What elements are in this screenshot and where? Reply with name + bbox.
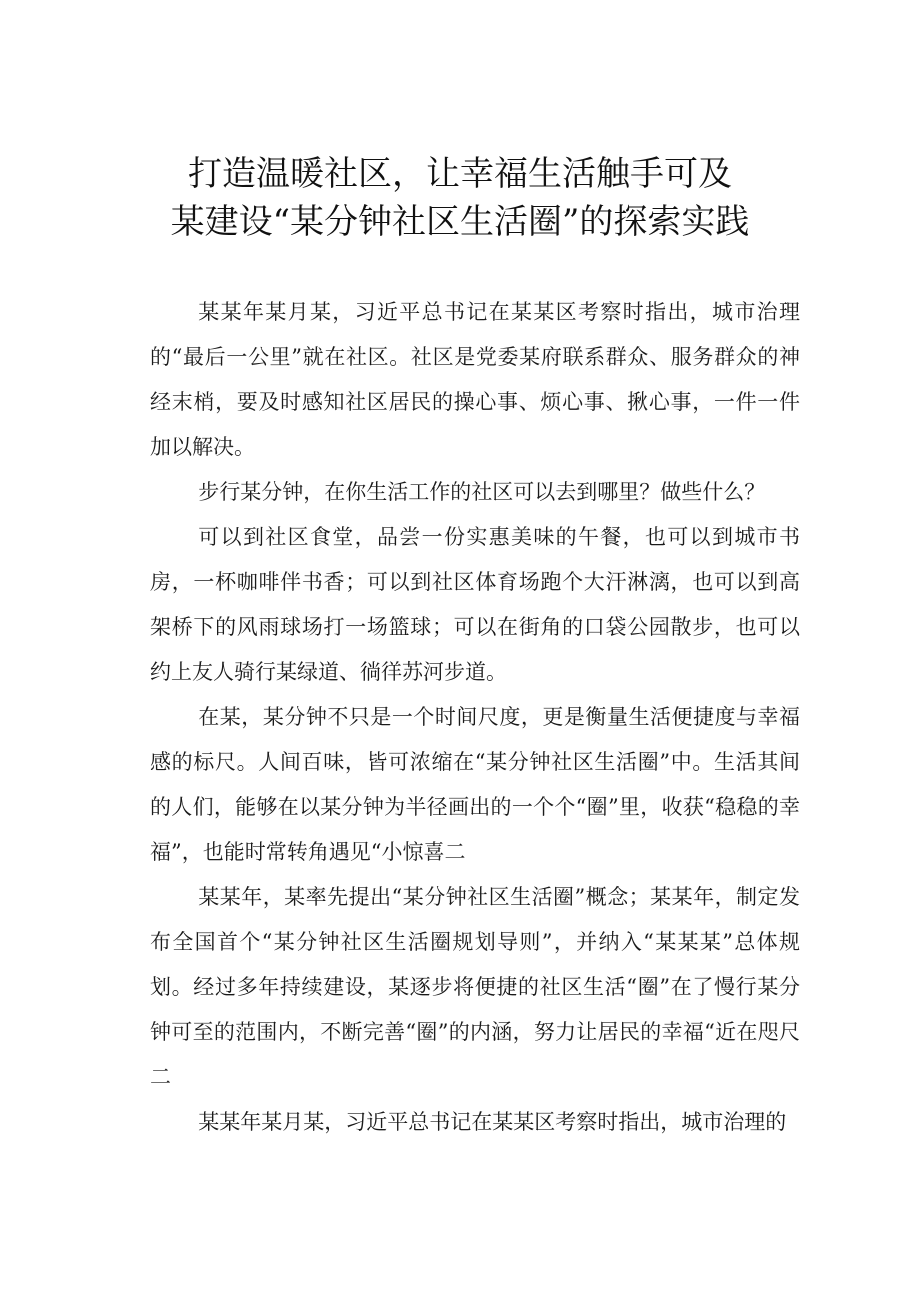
paragraph-2: 步行某分钟，在你生活工作的社区可以去到哪里？做些什么？ <box>198 480 766 504</box>
paragraph-5: 某某年，某率先提出“某分钟社区生活圈”概念；某某年，制定发布全国首个“某分钟社区生活圈规划导则”，并纳入“某某某”总体规划。经过多年持续建设，某逐步将便捷的社区生活“圈”在了慢行某分钟可至的范围内，不断完善“圈”的内涵，努力让居民的幸福“近在咫尺二 <box>150 885 800 1089</box>
paragraph-3: 可以到社区食堂，品尝一份实惠美味的午餐，也可以到城市书房，一杯咖啡伴书香；可以到社区体育场跑个大汗淋漓，也可以到高架桥下的风雨球场打一场篮球；可以在街角的口袋公园散步，也可以约上友人骑行某绿道、徜徉苏河步道。 <box>150 525 800 684</box>
paragraph-4: 在某，某分钟不只是一个时间尺度，更是衡量生活便捷度与幸福感的标尺。人间百味，皆可浓缩在“某分钟社区生活圈”中。生活其间的人们，能够在以某分钟为半径画出的一个个“圈”里，收获“稳稳的幸福”，也能时常转角遇见“小惊喜二 <box>150 705 800 864</box>
paragraph-1: 某某年某月某，习近平总书记在某某区考察时指出，城市治理的“最后一公里”就在社区。社区是党委某府联系群众、服务群众的神经末梢，要及时感知社区居民的操心事、烦心事、揪心事，一件一件加以解决。 <box>150 300 800 459</box>
title-line-1: 打造温暖社区，让幸福生活触手可及 <box>188 154 732 194</box>
document-body <box>150 290 800 1145</box>
title-line-2: 某建设“某分钟社区生活圈”的探索实践 <box>170 202 750 242</box>
document-title <box>0 150 920 246</box>
paragraph-6: 某某年某月某，习近平总书记在某某区考察时指出，城市治理的 <box>198 1110 787 1134</box>
